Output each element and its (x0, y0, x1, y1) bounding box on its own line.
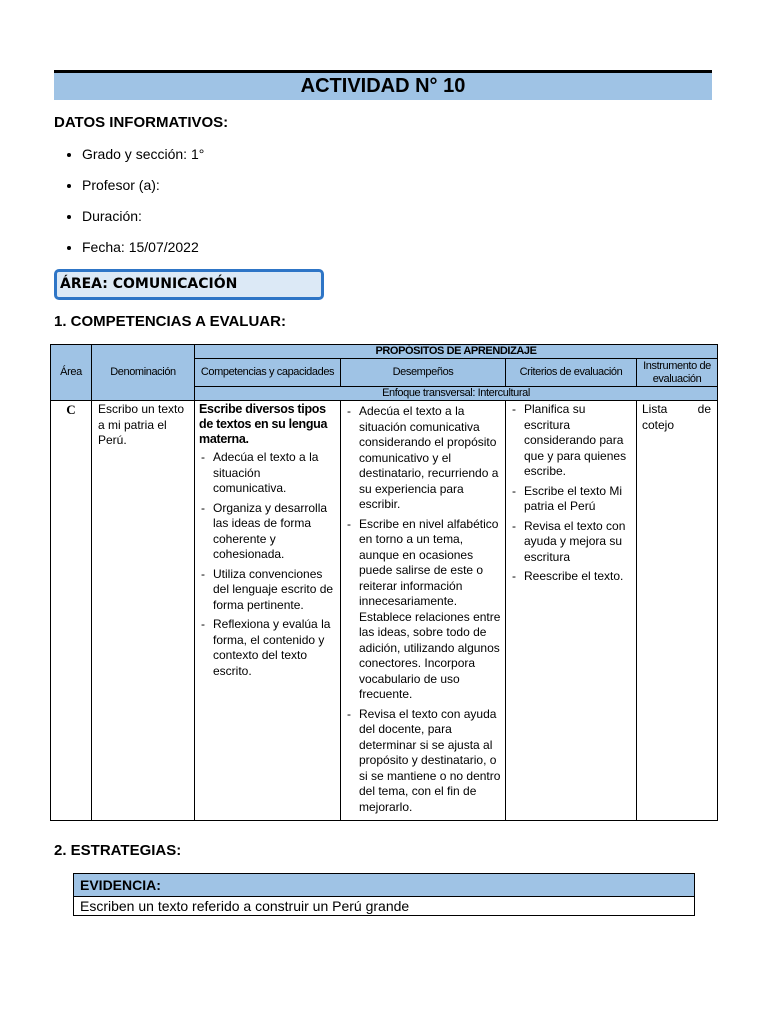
list-item: - Adecúa el texto a la situación comunicativa. (199, 450, 336, 497)
competencia-title: Escribe diversos tipos de textos en su lengua materna. (199, 402, 328, 446)
list-item: - Escribe en nivel alfabético en torno a un tema, aunque en ocasiones puede salirse de este o reiterar información innecesariamente. Establece relaciones entre las ideas, sobre todo de adición, utilizando algunos conectores. Incorpora vocabulario de uso frecuente. (345, 517, 501, 703)
list-item: - Reescribe el texto. (510, 569, 632, 585)
section-estrategias-title: 2. ESTRATEGIAS: (54, 842, 182, 859)
desempenos-list (345, 404, 501, 815)
header-propositos: PROPÓSITOS DE APRENDIZAJE (195, 345, 718, 359)
datos-heading: DATOS INFORMATIVOS: (54, 114, 229, 131)
list-item: - Revisa el texto con ayuda del docente, para determinar si se ajusta al propósito y destinatario, o si se mantiene o no dentro del tema, con el fin de mejorarlo. (345, 707, 501, 816)
criterios-list (510, 402, 632, 585)
header-area: Área (51, 345, 92, 401)
list-item: - Adecúa el texto a la situación comunicativa considerando el propósito comunicativo y el destinatario, recurriendo a su experiencia para escribir. (345, 404, 501, 513)
capacidades-list (199, 450, 336, 679)
list-item: - Utiliza convenciones del lenguaje escrito de forma pertinente. (199, 567, 336, 614)
list-item: - Escribe el texto Mi patria el Perú (510, 484, 632, 515)
header-denominacion: Denominación (92, 345, 195, 401)
area-label: ÁREA: COMUNICACIÓN (54, 269, 324, 300)
header-competencias: Competencias y capacidades (195, 359, 341, 387)
list-item-profesor: • Profesor (a): (82, 177, 482, 208)
cell-denominacion: Escribo un texto a mi patria el Perú. (92, 401, 195, 821)
cell-criterios (506, 401, 637, 821)
list-item-fecha: • Fecha: 15/07/2022 (82, 239, 482, 270)
cell-area: C (51, 401, 92, 821)
evidencia-table (73, 873, 695, 916)
table-row (51, 401, 718, 821)
list-item-duracion: • Duración: (82, 208, 482, 239)
cell-desempenos (341, 401, 506, 821)
header-desempenos: Desempeños (341, 359, 506, 387)
cell-competencias (195, 401, 341, 821)
activity-title: ACTIVIDAD N° 10 (54, 70, 712, 100)
datos-list (54, 146, 482, 270)
list-item-grado: • Grado y sección: 1° (82, 146, 482, 177)
list-item: - Planifica su escritura considerando para que y para quienes escribe. (510, 402, 632, 480)
list-item: - Organiza y desarrolla las ideas de forma coherente y cohesionada. (199, 501, 336, 563)
header-enfoque: Enfoque transversal: Intercultural (195, 387, 718, 401)
list-item: - Reflexiona y evalúa la forma, el contenido y contexto del texto escrito. (199, 617, 336, 679)
competencias-table (50, 344, 718, 821)
header-instrumento: Instrumento de evaluación (637, 359, 718, 387)
cell-instrumento: Lista de cotejo (637, 401, 718, 821)
list-item: - Revisa el texto con ayuda y mejora su escritura (510, 519, 632, 566)
evidencia-label: EVIDENCIA: (74, 874, 695, 897)
section-competencias-title: 1. COMPETENCIAS A EVALUAR: (54, 313, 286, 330)
header-criterios: Criterios de evaluación (506, 359, 637, 387)
evidencia-text: Escriben un texto referido a construir un Perú grande (74, 897, 695, 916)
